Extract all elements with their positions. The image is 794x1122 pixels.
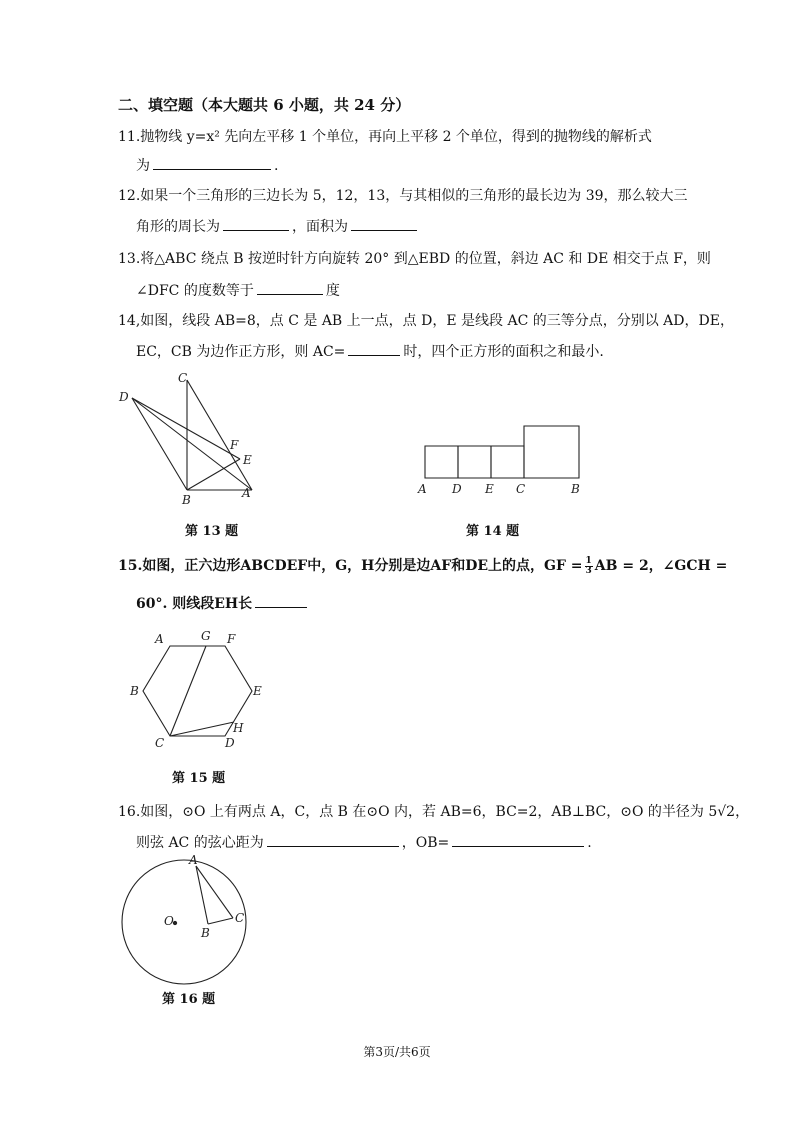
q15-line1 (118, 556, 727, 576)
fig15-label-B: B (130, 684, 139, 698)
q14-prefix: EC，CB 为边作正方形，则 AC= (136, 344, 346, 360)
figure-16 (112, 852, 262, 992)
q12-prefix: 角形的周长为 (136, 219, 220, 235)
fig16-label-B: B (201, 926, 210, 940)
fig13-label-F: F (230, 438, 239, 452)
fig16-center-dot (173, 921, 176, 924)
q15-frac-den: 3 (585, 565, 592, 576)
q15-suffix: AB = 2，∠GCH = (594, 558, 728, 574)
fig15-label-F: F (227, 632, 236, 646)
q15-frac-num: 1 (585, 555, 592, 566)
figure-14 (415, 420, 595, 500)
fig14-square-DE (458, 446, 491, 478)
q15-answer-blank[interactable] (255, 593, 307, 608)
fig16-label-C: C (235, 911, 245, 925)
q12-line1: 12.如果一个三角形的三边长为 5，12，13，与其相似的三角形的最长边为 39，那么较大三 (118, 188, 688, 204)
fig15-label-D: D (225, 736, 235, 750)
q12-mid: ，面积为 (292, 219, 348, 235)
q13-prefix: ∠DFC 的度数等于 (136, 283, 254, 299)
q11-line2 (136, 155, 278, 176)
fig14-square-CB (524, 426, 579, 478)
fig16-label-O: O (164, 914, 174, 928)
fig14-label-A: A (418, 482, 427, 496)
page-footer: 第3页/共6页 (363, 1045, 431, 1059)
q16-ob-blank[interactable] (452, 832, 584, 847)
q12-area-blank[interactable] (351, 216, 417, 231)
fig13-label-E: E (243, 453, 252, 467)
q13-suffix: 度 (325, 283, 340, 299)
q12-perimeter-blank[interactable] (223, 216, 289, 231)
figure-16-caption: 第 16 题 (162, 992, 216, 1007)
q14-answer-blank[interactable] (348, 341, 400, 356)
q13-answer-blank[interactable] (257, 280, 323, 295)
fig15-line-CG (170, 646, 206, 736)
q11-prefix: 为 (136, 158, 150, 174)
q16-mid: ，OB= (401, 835, 450, 851)
fig14-label-D: D (452, 482, 462, 496)
q16-suffix: . (587, 835, 592, 851)
fig13-label-D: D (119, 390, 129, 404)
q15-fraction (585, 557, 593, 576)
fig14-label-C: C (516, 482, 526, 496)
fig13-label-A: A (242, 486, 251, 500)
q16-distance-blank[interactable] (267, 832, 399, 847)
fig15-line-CH (170, 722, 234, 736)
fig16-circle (122, 860, 246, 984)
q14-line1: 14,如图，线段 AB=8，点 C 是 AB 上一点，点 D，E 是线段 AC 的三等分点，分别以 AD，DE， (118, 313, 734, 329)
fig14-square-AD (425, 446, 458, 478)
q16-line1: 16.如图，⊙O 上有两点 A，C，点 B 在⊙O 内，若 AB=6，BC=2，AB⊥BC，⊙O 的半径为 5√2， (118, 804, 750, 820)
section-title: 二、填空题（本大题共 6 小题，共 24 分） (118, 96, 411, 114)
fig15-label-H: H (233, 721, 244, 735)
fig13-line-DB (132, 398, 187, 490)
fig14-label-E: E (485, 482, 494, 496)
q14-suffix: 时，四个正方形的面积之和最小. (403, 344, 604, 360)
q14-line2 (136, 341, 604, 362)
q15-prefix: 15.如图，正六边形ABCDEF中，G，H分别是边AF和DE上的点，GF = (118, 558, 583, 574)
fig15-label-C: C (155, 736, 165, 750)
q12-line2 (136, 216, 420, 237)
q13-line2 (136, 280, 340, 301)
q15-line2 (136, 593, 310, 614)
figure-14-caption: 第 14 题 (466, 524, 520, 539)
figure-13-caption: 第 13 题 (185, 524, 239, 539)
fig14-square-EC (491, 446, 524, 478)
q13-line1: 13.将△ABC 绕点 B 按逆时针方向旋转 20° 到△EBD 的位置，斜边 AC 和 DE 相交于点 F，则 (118, 251, 711, 267)
fig13-label-B: B (182, 493, 191, 507)
fig15-label-A: A (155, 632, 164, 646)
fig15-label-E: E (253, 684, 262, 698)
q11-suffix: . (274, 158, 279, 174)
fig15-label-G: G (201, 629, 211, 643)
q16-line2 (136, 832, 592, 853)
q16-prefix: 则弦 AC 的弦心距为 (136, 835, 264, 851)
q15-line2-prefix: 60°. 则线段EH长 (136, 596, 253, 612)
fig14-label-B: B (571, 482, 580, 496)
q11-line1: 11.抛物线 y=x² 先向左平移 1 个单位，再向上平移 2 个单位，得到的抛物线的解析式 (118, 129, 652, 145)
q11-answer-blank[interactable] (153, 155, 271, 170)
fig13-label-C: C (178, 371, 188, 385)
fig16-label-A: A (189, 853, 198, 867)
fig16-line-BC (208, 918, 233, 924)
fig13-line-DE (132, 398, 240, 459)
figure-13 (112, 368, 272, 508)
figure-15 (125, 626, 270, 756)
figure-15-caption: 第 15 题 (172, 771, 226, 786)
